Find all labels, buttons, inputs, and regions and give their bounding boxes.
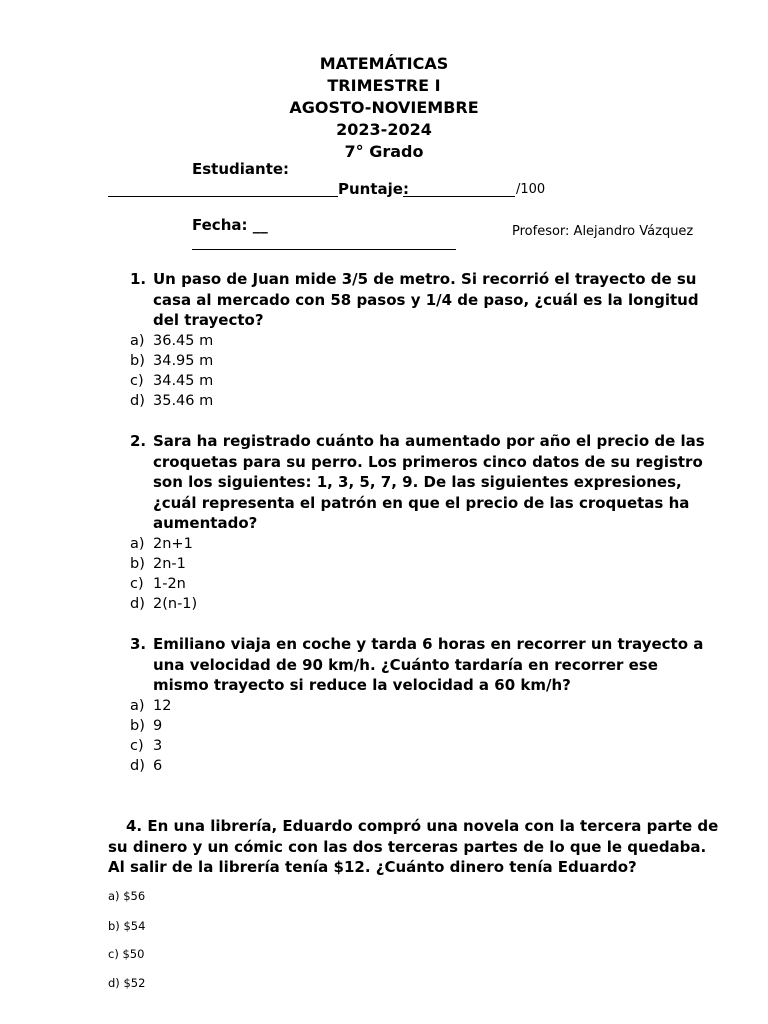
answer-option[interactable]: b) $54 (108, 919, 146, 933)
question-3 (120, 634, 710, 777)
exam-header (0, 53, 768, 163)
question-number: 3. (130, 635, 147, 653)
months-title: AGOSTO-NOVIEMBRE (289, 98, 479, 117)
question-number: 1. (130, 270, 147, 288)
answer-option[interactable]: d) 2(n-1) (130, 596, 198, 613)
answer-option[interactable]: c) $50 (108, 947, 145, 961)
answer-option[interactable]: a) $56 (108, 889, 146, 903)
question-text: Un paso de Juan mide 3/5 de metro. Si recorrió el trayecto de su casa al mercado con 58 pasos y 1/4 de paso, ¿cuál es la longitud del trayecto? (153, 270, 699, 329)
question-2 (120, 431, 710, 615)
answer-option[interactable]: b) 34.95 m (130, 352, 214, 369)
score-max: /100 (516, 182, 546, 197)
answer-option[interactable]: b) 9 (130, 717, 163, 734)
question-text: Sara ha registrado cuánto ha aumentado por año el precio de las croquetas para su perro. Los primeros cinco datos de su registro son los siguientes: 1, 3, 5, 7, 9. De las siguientes expresiones, ¿cuál representa el patrón en que el precio de las croquetas ha aumentado? (153, 432, 705, 532)
answer-option[interactable]: d) $52 (108, 976, 146, 990)
answer-option[interactable]: a) 36.45 m (130, 332, 214, 349)
year-title: 2023-2024 (336, 120, 432, 139)
answer-option[interactable]: a) 12 (130, 697, 172, 714)
answer-option[interactable]: a) 2n+1 (130, 535, 193, 552)
answer-option[interactable]: d) 35.46 m (130, 393, 214, 410)
answer-option[interactable]: c) 3 (130, 738, 163, 755)
question-number: 4. (126, 817, 143, 835)
question-4 (108, 816, 728, 990)
answer-option[interactable]: c) 34.45 m (130, 373, 214, 390)
date-line[interactable] (192, 249, 456, 250)
subject-title: MATEMÁTICAS (319, 54, 449, 73)
score-line[interactable] (403, 196, 515, 197)
answer-option[interactable]: d) 6 (130, 758, 163, 775)
question-number: 2. (130, 432, 147, 450)
question-text: Emiliano viaja en coche y tarda 6 horas en recorrer un trayecto a una velocidad de 90 km/h. ¿Cuánto tardaría en recorrer ese mismo trayecto si reduce la velocidad a 60 km/h? (153, 635, 704, 694)
score-label: Puntaje: (338, 180, 409, 198)
date-label: Fecha: __ (192, 216, 268, 234)
student-name-line[interactable] (108, 196, 338, 197)
student-label: Estudiante: (192, 160, 290, 178)
answer-option[interactable]: b) 2n-1 (130, 555, 186, 572)
grade-title: 7° Grado (344, 142, 424, 161)
question-text: En una librería, Eduardo compró una novela con la tercera parte de su dinero y un cómic con las dos terceras partes de lo que le quedaba. Al salir de la librería tenía $12. ¿Cuánto dinero tenía Eduardo? (108, 817, 719, 876)
question-1 (120, 269, 710, 412)
teacher-name: Profesor: Alejandro Vázquez (512, 224, 694, 239)
answer-option[interactable]: c) 1-2n (130, 576, 186, 593)
term-title: TRIMESTRE I (327, 76, 441, 95)
